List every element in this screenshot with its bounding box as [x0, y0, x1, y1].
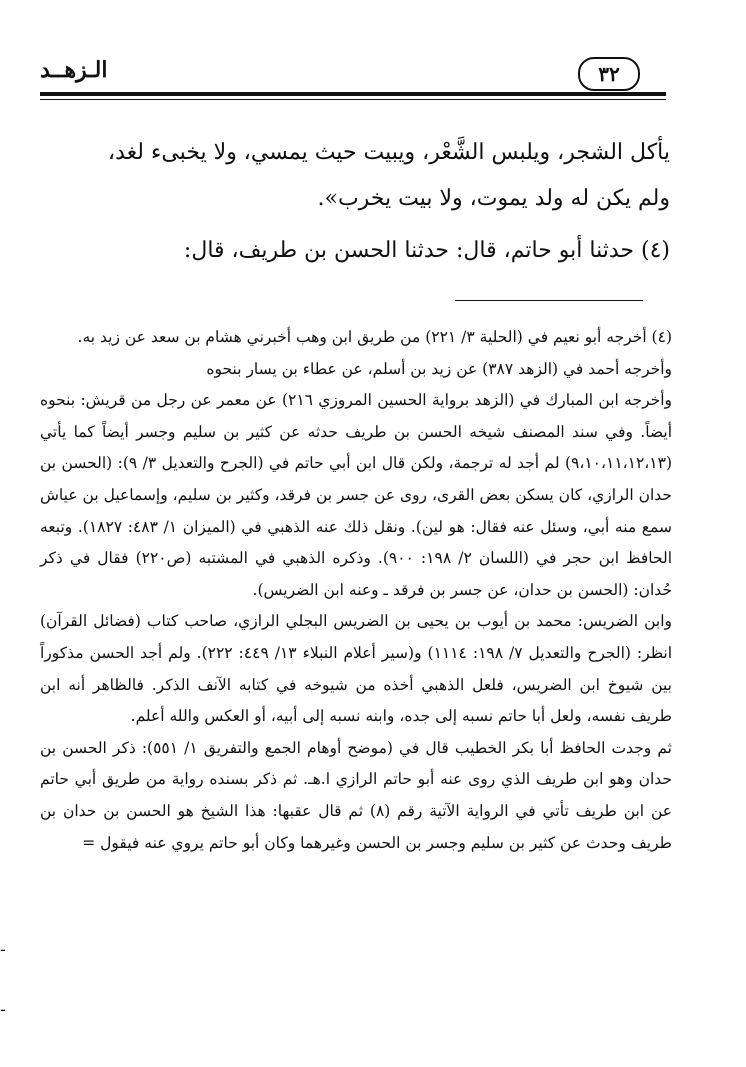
header-rule-thick — [40, 92, 666, 96]
footnote-paragraph: ثم وجدت الحافظ أبا بكر الخطيب قال في (موضح أوهام الجمع والتفريق ١/ ٥٥١): ذكر الحسن بن حدان وهو ابن طريف الذي روى عنه أبو حاتم الرازي ا.هـ. ثم ذكر بسنده رواية من طريق أبي حاتم عن ابن طريف تأتي في الرواية الآتية رقم (٨) ثم قال عقبها: هذا الشيخ هو الحسن بن حدان بن طريف وحدث عن كثير بن سليم وجسر بن الحسن وغيرهما وكان أبو حاتم يروي عنه فيقول = — [40, 738, 673, 852]
header-rule-thin — [40, 99, 666, 100]
footnote-paragraph: (٤) أخرجه أبو نعيم في (الحلية ٣/ ٢٢١) من طريق ابن وهب أخبرني هشام بن سعد عن زيد به. — [77, 328, 672, 346]
page-number: ٣٢ — [598, 62, 620, 86]
main-text — [40, 130, 670, 274]
footnote-separator — [455, 300, 643, 301]
margin-mark: - — [0, 1000, 6, 1019]
footnote-paragraph: وأخرجه أحمد في (الزهد ٣٨٧) عن زيد بن أسلم، عن عطاء بن يسار بنحوه — [206, 359, 672, 378]
page-number-badge — [578, 57, 640, 91]
footnote-paragraph: وأخرجه ابن المبارك في (الزهد برواية الحسين المروزي ٢١٦) عن معمر عن رجل من قريش: بنحوه أيضاً. وفي سند المصنف شيخه الحسن بن طريف حدثه عن كثير بن سليم وجسر أيضاً كما يأتي (٩،١٠،١١،١٢،١٣) لم أجد له ترجمة، ولكن قال ابن أبي حاتم في (الجرح والتعديل ٣/ ٩): (الحسن بن حدان الرازي، كان يسكن بعض القرى، روى عن جسر بن فرقد، وكثير بن سليم، وإسماعيل بن عياش سمع منه أبي، وسئل عنه فقال: هو لين). ونقل ذلك عنه الذهبي في (الميزان ١/ ٤٨٣: ١٨٢٧). وتبعه الحافظ ابن حجر في (اللسان ٢/ ١٩٨: ٩٠٠). وذكره الذهبي في المشتبه (ص٢٢٠) فقال في ذكر حُدان: (الحسن بن حدان، عن جسر بن فرقد ـ وعنه ابن الضريس). — [40, 391, 673, 599]
footnote-paragraph: وابن الضريس: محمد بن أيوب بن يحيى بن الضريس البجلي الرازي، صاحب كتاب (فضائل القرآن) انظر: (الجرح والتعديل ٧/ ١٩٨: ١١١٤) و(سير أعلام النبلاء ١٣/ ٤٤٩: ٢٢٢). ولم أجد الحسن مذكوراً بين شيوخ ابن الضريس، فلعل الذهبي أخذه من شيوخه في كتابه الآنف الذكر. فالظاهر أنه ابن طريف نفسه، ولعل أبا حاتم نسبه إلى جده، وابنه نسبه إلى أبيه، أو العكس والله أعلم. — [40, 612, 673, 726]
hadith-isnad-4: (٤) حدثنا أبو حاتم، قال: حدثنا الحسن بن طريف، قال: — [183, 238, 670, 263]
margin-mark: - — [0, 940, 6, 959]
main-line-2: ولم يكن له ولد يموت، ولا بيت يخرب». — [317, 186, 670, 211]
running-title: الـزهــد — [40, 57, 108, 83]
footnotes — [40, 322, 672, 859]
main-line-1: يأكل الشجر، ويلبس الشَّعْر، ويبيت حيث يمسي، ولا يخبىء لغد، — [108, 140, 670, 165]
page-header — [0, 0, 746, 110]
